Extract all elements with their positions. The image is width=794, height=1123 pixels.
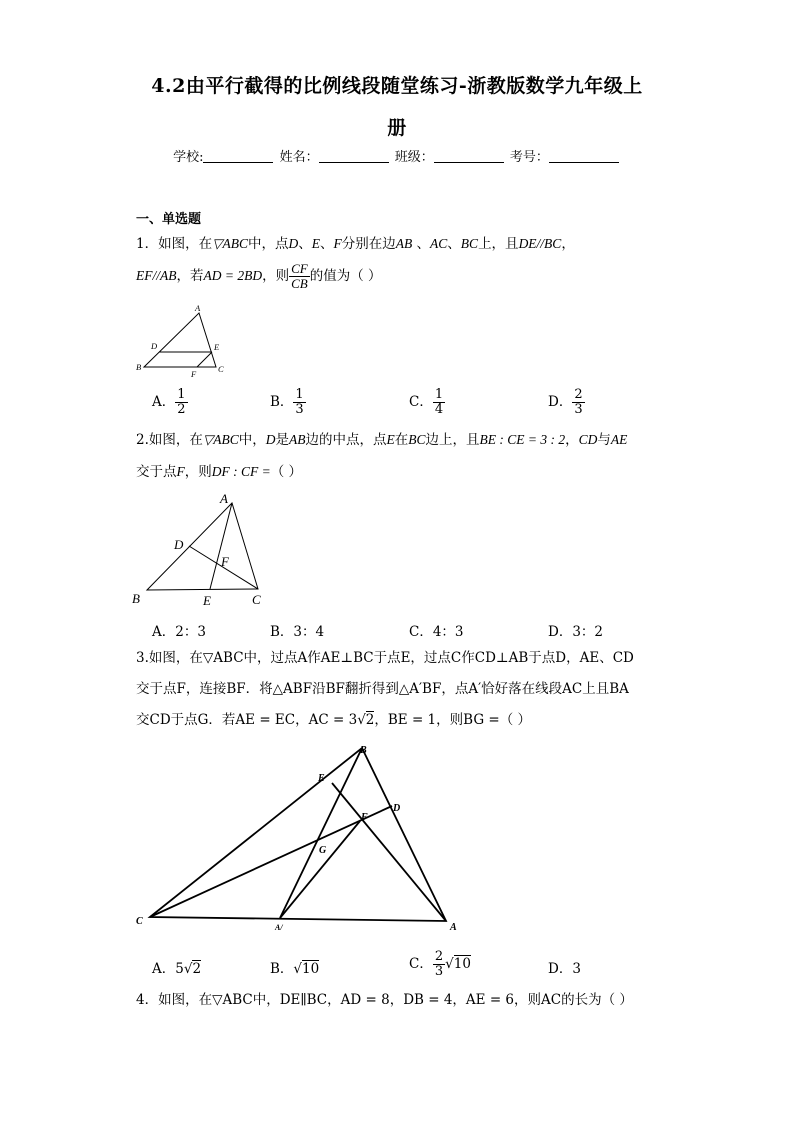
q1-label-f: F [191, 369, 197, 379]
question-2: 2.如图，在▽ABC中，D是AB边的中点，点E在BC边上，且BE : CE = 3 : 2，CD与AE 交于点F，则DF : CF =（ ） [136, 432, 628, 480]
q1-option-a[interactable]: A． $\frac{1}{2}$ [152, 387, 186, 417]
q3-label-g: G [319, 845, 327, 856]
q3-option-a[interactable]: A．5√2 [152, 961, 202, 977]
q1-segment-ef [197, 352, 212, 367]
q2-label-a: A [220, 491, 228, 506]
section-heading: 一、单选题 [136, 212, 202, 227]
student-info [0, 146, 794, 165]
q2-option-a[interactable]: A．2：3 [152, 624, 206, 640]
q2-label-c: C [252, 592, 261, 607]
q1-label-c: C [218, 364, 224, 374]
school-field[interactable] [203, 150, 273, 163]
page-title: 4.2由平行截得的比例线段随堂练习-浙教版数学九年级上 [151, 75, 643, 97]
q1-option-b[interactable]: B． $\frac{1}{3}$ [270, 387, 304, 417]
q3-option-c[interactable]: C． $\frac{2}{3}$ √10 [409, 949, 471, 979]
q1-figure [136, 300, 236, 380]
q1-option-c[interactable]: C． $\frac{1}{4}$ [409, 387, 444, 417]
question-1: 1．如图，在▽ABC中，点D、E、F分别在边AB 、AC、BC上，且DE//BC， EF//AB，若AD = 2BD，则 $\frac{CF}{CB}$ 的值为（ ） [136, 236, 575, 291]
q1-label-a: A [195, 303, 201, 313]
q2-option-b[interactable]: B．3：4 [270, 624, 325, 640]
question-3: 3.如图，在▽ABC中，过点A作AE⊥BC于点E，过点C作CD⊥AB于点D，AE、CD 交于点F，连接BF．将△ABF沿BF翻折得到△A′BF，点A′恰好落在线段AC上且BA 交CD于点G．若AE = EC，AC = 3√2，BE = 1，则BG =（ ） [136, 650, 634, 728]
q1-option-d[interactable]: D． $\frac{2}{3}$ [548, 387, 583, 417]
q3-label-e: E [318, 773, 325, 784]
q2-label-b: B [132, 591, 140, 606]
q1-label-b: B [136, 362, 142, 372]
name-label: 姓名： [279, 150, 319, 165]
q3-label-c: C [136, 916, 143, 927]
exam-no-label: 考号： [509, 150, 549, 165]
q3-label-f: F [361, 812, 368, 823]
q3-label-a: A [450, 922, 457, 933]
page-title-cont: 册 [387, 117, 407, 139]
q2-label-e: E [203, 593, 211, 608]
q1-label-d: D [151, 341, 158, 351]
q3-label-d: D [393, 803, 401, 814]
class-label: 班级： [394, 150, 434, 165]
q2-label-f: F [221, 554, 229, 569]
q2-option-c[interactable]: C．4：3 [409, 624, 464, 640]
class-field[interactable] [434, 150, 504, 163]
q2-triangle-abc [147, 503, 258, 590]
q3-segment-cd [150, 806, 392, 917]
q1-label-e: E [214, 342, 220, 352]
exam-no-field[interactable] [549, 150, 619, 163]
question-4: 4．如图，在▽ABC中，DE∥BC，AD = 8，DB = 4，AE = 6，则AC的长为（ ） [136, 992, 633, 1008]
q3-option-d[interactable]: D．3 [548, 961, 581, 977]
q3-label-b: B [360, 745, 367, 756]
q3-option-b[interactable]: B．√10 [270, 961, 320, 977]
q2-segment-ae [210, 503, 232, 589]
q2-figure [128, 488, 278, 610]
q2-option-d[interactable]: D．3：2 [548, 624, 604, 640]
q3-figure [128, 742, 468, 938]
q1-fraction: $\frac{CF}{CB}$ [291, 261, 308, 291]
q2-label-d: D [174, 537, 184, 552]
name-field[interactable] [319, 150, 389, 163]
q3-label-a-prime: A/ [275, 923, 283, 932]
school-label: 学校: [173, 150, 204, 165]
